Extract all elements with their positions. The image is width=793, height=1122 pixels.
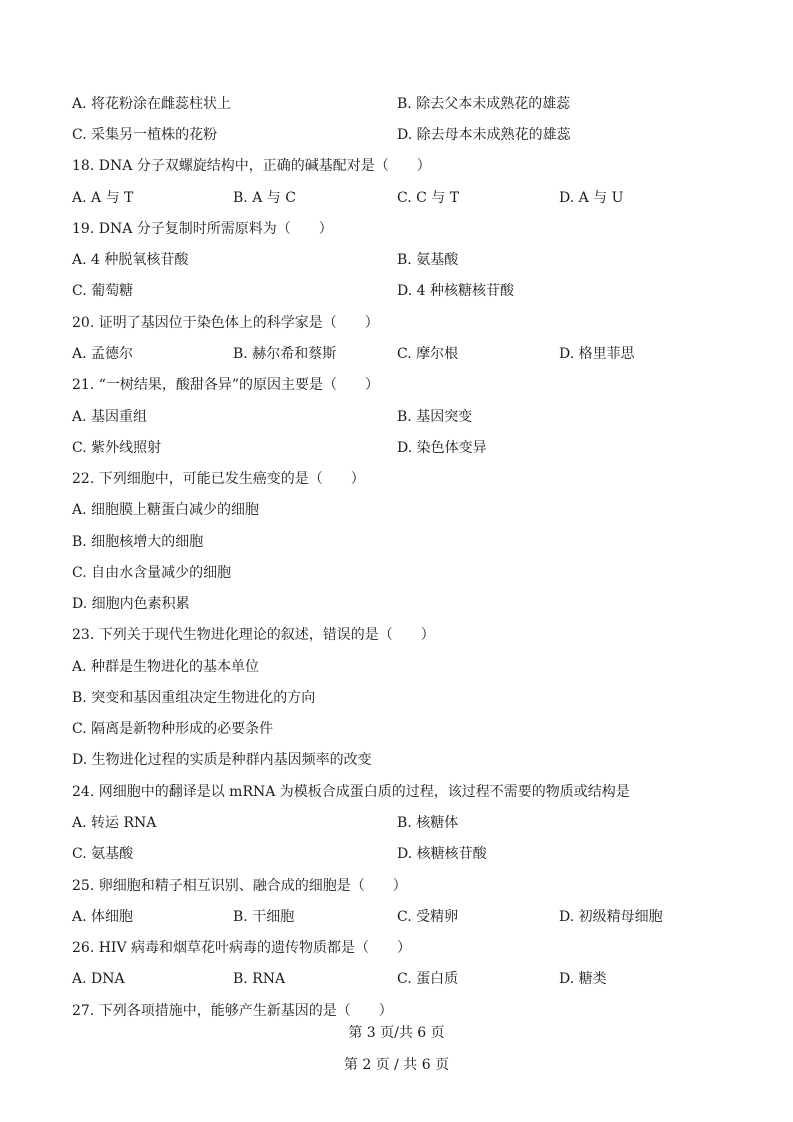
- question-stem: 19. DNA 分子复制时所需原料为（ ）: [72, 221, 333, 237]
- q19-option-b: B. 氨基酸: [397, 252, 459, 268]
- question-stem: 18. DNA 分子双螺旋结构中，正确的碱基配对是（ ）: [72, 158, 431, 174]
- q22-option-a: A. 细胞膜上糖蛋白减少的细胞: [72, 502, 260, 518]
- q27-stem: [0, 999, 793, 1023]
- q21-stem: [0, 373, 793, 397]
- q21-option-a: A. 基因重组: [72, 409, 148, 425]
- q25-option-a: A. 体细胞: [72, 909, 134, 925]
- q20-options: [0, 342, 793, 366]
- q17-options-row-2: [0, 123, 793, 147]
- q25-option-d: D. 初级精母细胞: [559, 909, 663, 925]
- outer-page-footer: 第 2 页 / 共 6 页: [343, 1057, 450, 1073]
- q24-stem: [0, 780, 793, 804]
- q23-option-c: C. 隔离是新物种形成的必要条件: [72, 721, 274, 737]
- q20-option-c: C. 摩尔根: [397, 346, 459, 362]
- q18-option-b: B. A 与 C: [233, 190, 296, 206]
- q23-option-a-row: [0, 655, 793, 679]
- q24-option-d: D. 核糖核苷酸: [397, 846, 487, 862]
- q18-options: [0, 186, 793, 210]
- q20-option-a: A. 孟德尔: [72, 346, 134, 362]
- q24-option-b: B. 核糖体: [397, 815, 459, 831]
- question-stem: 26. HIV 病毒和烟草花叶病毒的遗传物质都是（ ）: [72, 940, 412, 956]
- q18-option-a: A. A 与 T: [72, 190, 134, 206]
- q25-option-b: B. 干细胞: [233, 909, 295, 925]
- q19-options-row-2: [0, 279, 793, 303]
- q22-option-d: D. 细胞内色素积累: [72, 596, 190, 612]
- q22-option-d-row: [0, 592, 793, 616]
- q19-option-c: C. 葡萄糖: [72, 283, 134, 299]
- q22-option-c: C. 自由水含量减少的细胞: [72, 565, 232, 581]
- q18-option-c: C. C 与 T: [397, 190, 460, 206]
- q23-option-c-row: [0, 717, 793, 741]
- q22-option-a-row: [0, 498, 793, 522]
- question-stem: 22. 下列细胞中，可能已发生癌变的是（ ）: [72, 471, 365, 487]
- q26-option-b: B. RNA: [233, 971, 286, 987]
- q23-option-b: B. 突变和基因重组决定生物进化的方向: [72, 690, 316, 706]
- q20-option-d: D. 格里菲思: [559, 346, 635, 362]
- q25-stem: [0, 874, 793, 898]
- q17-option-b: B. 除去父本未成熟花的雄蕊: [397, 96, 571, 112]
- question-stem: 20. 证明了基因位于染色体上的科学家是（ ）: [72, 315, 379, 331]
- q17-options-row-1: [0, 92, 793, 116]
- q23-option-d: D. 生物进化过程的实质是种群内基因频率的改变: [72, 752, 372, 768]
- q23-option-d-row: [0, 748, 793, 772]
- q24-options-row-1: [0, 811, 793, 835]
- q21-option-d: D. 染色体变异: [397, 440, 487, 456]
- q22-option-b-row: [0, 530, 793, 554]
- q26-option-c: C. 蛋白质: [397, 971, 459, 987]
- q21-options-row-2: [0, 436, 793, 460]
- q24-options-row-2: [0, 842, 793, 866]
- q17-option-a: A. 将花粉涂在雌蕊柱状上: [72, 96, 232, 112]
- question-stem: 27. 下列各项措施中，能够产生新基因的是（ ）: [72, 1003, 393, 1019]
- question-stem: 25. 卵细胞和精子相互识别、融合成的细胞是（ ）: [72, 878, 407, 894]
- q19-option-a: A. 4 种脱氧核苷酸: [72, 252, 189, 268]
- q24-option-c: C. 氨基酸: [72, 846, 134, 862]
- q22-stem: [0, 467, 793, 491]
- q23-option-a: A. 种群是生物进化的基本单位: [72, 659, 260, 675]
- q18-stem: [0, 154, 793, 178]
- q21-option-c: C. 紫外线照射: [72, 440, 162, 456]
- q21-option-b: B. 基因突变: [397, 409, 473, 425]
- question-stem: 23. 下列关于现代生物进化理论的叙述，错误的是（ ）: [72, 627, 435, 643]
- q20-stem: [0, 311, 793, 335]
- q25-options: [0, 905, 793, 929]
- q22-option-c-row: [0, 561, 793, 585]
- q18-option-d: D. A 与 U: [559, 190, 624, 206]
- q17-option-d: D. 除去母本未成熟花的雄蕊: [397, 127, 571, 143]
- q23-stem: [0, 623, 793, 647]
- q24-option-a: A. 转运 RNA: [72, 815, 157, 831]
- q26-option-d: D. 糖类: [559, 971, 607, 987]
- q19-option-d: D. 4 种核糖核苷酸: [397, 283, 514, 299]
- q20-option-b: B. 赫尔希和蔡斯: [233, 346, 337, 362]
- q26-options: [0, 967, 793, 991]
- question-stem: 21. “一树结果，酸甜各异”的原因主要是（ ）: [72, 377, 380, 393]
- inner-page-footer: 第 3 页/共 6 页: [348, 1025, 445, 1041]
- q26-stem: [0, 936, 793, 960]
- q19-options-row-1: [0, 248, 793, 272]
- q19-stem: [0, 217, 793, 241]
- q17-option-c: C. 采集另一植株的花粉: [72, 127, 218, 143]
- q25-option-c: C. 受精卵: [397, 909, 459, 925]
- q26-option-a: A. DNA: [72, 971, 125, 987]
- q21-options-row-1: [0, 405, 793, 429]
- q23-option-b-row: [0, 686, 793, 710]
- question-stem: 24. 网细胞中的翻译是以 mRNA 为模板合成蛋白质的过程，该过程不需要的物质或结构是: [72, 784, 630, 800]
- q22-option-b: B. 细胞核增大的细胞: [72, 534, 204, 550]
